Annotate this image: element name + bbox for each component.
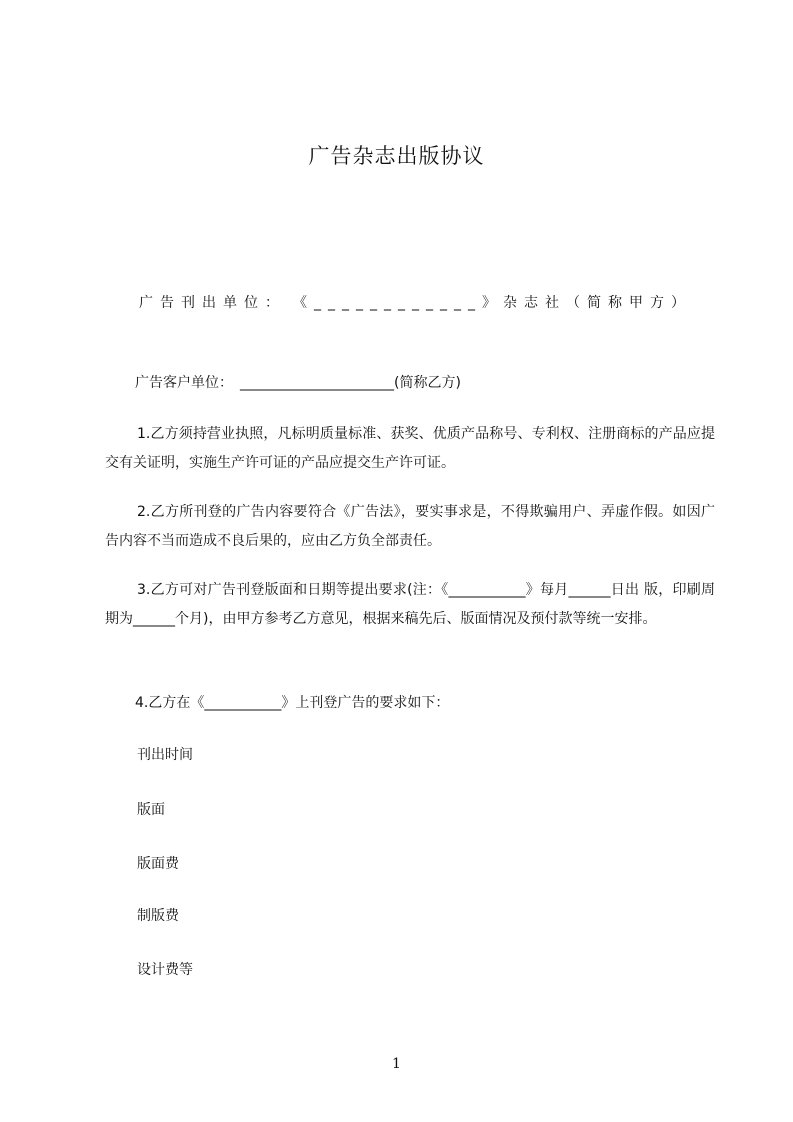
clause-2: 2.乙方所刊登的广告内容要符合《广告法》，要实事求是，不得欺骗用户、弄虚作假。如因广告内容不当而造成不良后果的，应由乙方负全部责任。 <box>105 504 715 549</box>
clause-1: 1.乙方须持营业执照，凡标明质量标准、获奖、优质产品称号、专利权、注册商标的产品应提交有关证明，实施生产许可证的产品应提交生产许可证。 <box>105 426 715 471</box>
clause-3: 3.乙方可对广告刊登版面和日期等提出要求(注：《___________》每月______日出 版，印刷周期为______个月)，由甲方参考乙方意见，根据来稿先后、版面情况及预付款等统一安排。 <box>105 582 715 627</box>
clause-4: 4.乙方在《___________》上刊登广告的要求如下： <box>135 695 450 711</box>
document-title: 广告杂志出版协议 <box>308 144 485 168</box>
requirement-item-layout: 版面 <box>137 802 165 818</box>
page-number: 1 <box>392 1056 401 1072</box>
requirement-item-plate-fee: 制版费 <box>137 908 179 924</box>
requirement-item-layout-fee: 版面费 <box>137 856 179 872</box>
requirement-item-publish-time: 刊出时间 <box>137 747 193 763</box>
client-line: 广告客户单位： ______________________(简称乙方) <box>135 375 461 391</box>
requirement-item-design-fee: 设计费等 <box>137 962 193 978</box>
publisher-line: 广告刊出单位： 《____________》杂志社（简称甲方） <box>139 295 692 311</box>
